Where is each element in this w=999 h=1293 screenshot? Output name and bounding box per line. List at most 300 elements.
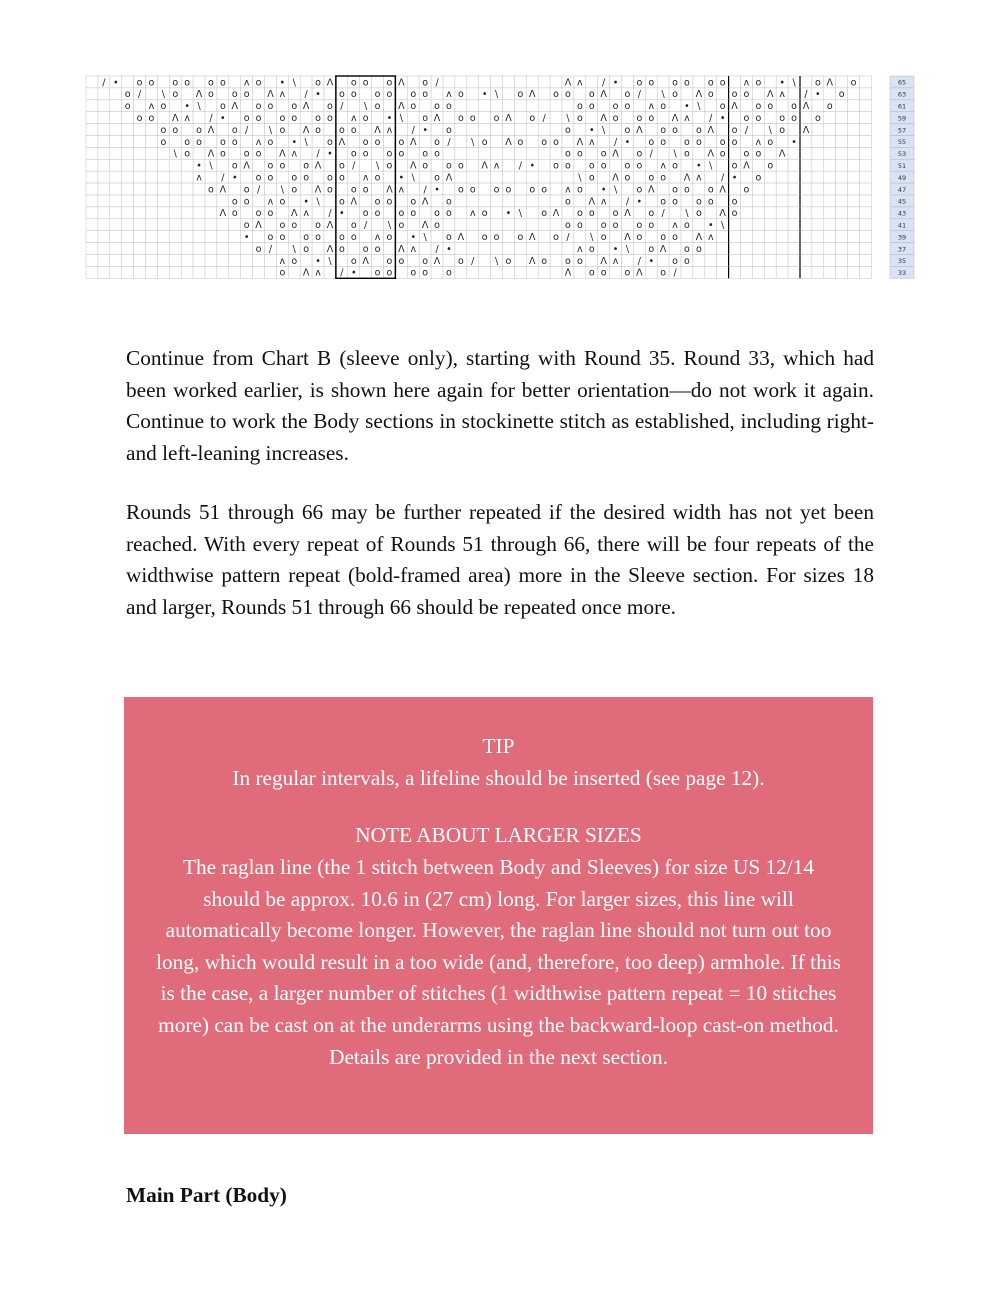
- chart-symbol: o: [172, 124, 179, 136]
- chart-cell: [122, 266, 134, 278]
- chart-symbol: ʌ: [350, 113, 357, 124]
- chart-cell: [586, 255, 598, 267]
- chart-symbol: •: [719, 113, 726, 124]
- chart-symbol: \: [685, 208, 689, 220]
- chart-cell: [526, 76, 538, 88]
- chart-cell: [776, 207, 788, 219]
- chart-symbol: \: [494, 255, 499, 267]
- chart-cell: [622, 112, 634, 124]
- chart-cell: [217, 255, 229, 267]
- chart-symbol: o: [743, 184, 750, 196]
- chart-cell: [681, 124, 693, 136]
- chart-symbol: \: [399, 113, 403, 124]
- chart-cell: [788, 207, 800, 219]
- chart-cell: [633, 243, 645, 255]
- chart-symbol: o: [410, 89, 417, 101]
- chart-symbol: o: [327, 136, 333, 148]
- chart-symbol: Λ: [600, 89, 607, 101]
- chart-cell: [776, 195, 788, 207]
- chart-symbol: •: [707, 220, 714, 232]
- chart-cell: [86, 147, 98, 159]
- chart-cell: [443, 219, 455, 231]
- chart-symbol: Λ: [707, 148, 714, 160]
- chart-symbol: o: [136, 113, 143, 124]
- chart-cell: [860, 266, 872, 278]
- chart-cell: [514, 76, 526, 88]
- chart-cell: [812, 147, 824, 159]
- chart-symbol: o: [505, 255, 512, 267]
- chart-cell: [538, 88, 550, 100]
- chart-cell: [752, 124, 764, 136]
- chart-cell: [169, 207, 181, 219]
- chart-symbol: •: [184, 101, 190, 113]
- chart-cell: [848, 171, 860, 183]
- chart-symbol: o: [743, 113, 750, 124]
- chart-symbol: •: [434, 184, 440, 196]
- chart-symbol: o: [719, 148, 726, 160]
- chart-symbol: \: [197, 101, 201, 113]
- chart-symbol: o: [755, 148, 762, 160]
- chart-symbol: o: [695, 124, 702, 136]
- chart-cell: [241, 255, 253, 267]
- chart-symbol: o: [327, 113, 333, 124]
- chart-symbol: /: [518, 160, 522, 172]
- chart-cell: [574, 231, 586, 243]
- chart-symbol: ʌ: [696, 172, 702, 184]
- chart-cell: [622, 219, 634, 231]
- chart-cell: [800, 255, 812, 267]
- chart-symbol: Λ: [302, 124, 310, 136]
- chart-symbol: o: [386, 160, 393, 172]
- chart-cell: [729, 255, 741, 267]
- chart-symbol: o: [517, 136, 524, 148]
- chart-cell: [336, 219, 348, 231]
- chart-cell: [110, 171, 122, 183]
- chart-symbol: o: [481, 208, 488, 220]
- chart-cell: [681, 266, 693, 278]
- chart-symbol: Λ: [743, 160, 750, 172]
- chart-symbol: o: [267, 160, 274, 172]
- chart-cell: [741, 136, 753, 148]
- chart-symbol: o: [600, 148, 607, 160]
- round-label: 51: [897, 162, 907, 170]
- chart-cell: [526, 171, 538, 183]
- chart-cell: [229, 112, 241, 124]
- chart-cell: [336, 112, 348, 124]
- chart-symbol: o: [565, 160, 571, 172]
- chart-symbol: o: [255, 77, 262, 89]
- round-label: 47: [897, 185, 907, 194]
- chart-symbol: ʌ: [600, 196, 607, 208]
- chart-cell: [479, 76, 491, 88]
- chart-symbol: o: [446, 160, 452, 172]
- chart-cell: [181, 171, 193, 183]
- chart-symbol: o: [291, 220, 298, 232]
- chart-symbol: \: [566, 113, 570, 124]
- chart-cell: [455, 124, 467, 136]
- chart-cell: [812, 159, 824, 171]
- chart-symbol: o: [148, 77, 155, 89]
- chart-symbol: o: [243, 196, 250, 208]
- chart-cell: [324, 159, 336, 171]
- chart-symbol: o: [755, 113, 762, 124]
- chart-symbol: ʌ: [243, 77, 250, 89]
- chart-cell: [146, 243, 158, 255]
- chart-symbol: o: [850, 77, 857, 89]
- chart-cell: [86, 88, 98, 100]
- chart-cell: [812, 243, 824, 255]
- chart-symbol: o: [338, 232, 345, 243]
- chart-cell: [598, 171, 610, 183]
- chart-cell: [110, 266, 122, 278]
- chart-cell: [788, 88, 800, 100]
- chart-cell: [610, 231, 622, 243]
- chart-cell: [824, 147, 836, 159]
- chart-symbol: o: [814, 113, 821, 124]
- chart-symbol: o: [398, 255, 405, 267]
- chart-symbol: ʌ: [255, 136, 262, 148]
- chart-cell: [431, 231, 443, 243]
- chart-cell: [122, 243, 134, 255]
- chart-symbol: /: [721, 172, 725, 184]
- chart-cell: [265, 76, 277, 88]
- chart-symbol: o: [541, 255, 548, 267]
- chart-symbol: o: [350, 232, 357, 243]
- chart-cell: [217, 88, 229, 100]
- chart-cell: [633, 100, 645, 112]
- chart-cell: [372, 183, 384, 195]
- chart-cell: [824, 255, 836, 267]
- chart-cell: [276, 171, 288, 183]
- chart-cell: [229, 255, 241, 267]
- chart-cell: [741, 100, 753, 112]
- chart-symbol: o: [541, 136, 548, 148]
- chart-cell: [134, 136, 146, 148]
- chart-symbol: Λ: [433, 255, 441, 267]
- chart-symbol: o: [446, 124, 452, 136]
- chart-cell: [848, 219, 860, 231]
- chart-symbol: o: [624, 124, 631, 136]
- chart-symbol: o: [695, 136, 702, 148]
- chart-cell: [550, 147, 562, 159]
- chart-cell: [824, 231, 836, 243]
- chart-cell: [193, 195, 205, 207]
- chart-cell: [455, 100, 467, 112]
- chart-symbol: o: [374, 172, 381, 184]
- chart-symbol: o: [196, 124, 202, 136]
- chart-symbol: o: [267, 136, 274, 148]
- chart-cell: [526, 195, 538, 207]
- chart-cell: [300, 147, 312, 159]
- chart-symbol: Λ: [207, 148, 215, 160]
- chart-symbol: o: [338, 243, 345, 255]
- chart-symbol: /: [637, 255, 641, 267]
- chart-cell: [741, 219, 753, 231]
- chart-cell: [693, 219, 705, 231]
- chart-symbol: o: [208, 184, 214, 196]
- chart-cell: [622, 147, 634, 159]
- chart-symbol: •: [481, 89, 488, 101]
- chart-cell: [98, 136, 110, 148]
- chart-symbol: Λ: [302, 101, 310, 113]
- chart-symbol: o: [660, 101, 667, 113]
- chart-cell: [729, 112, 741, 124]
- chart-cell: [800, 243, 812, 255]
- chart-cell: [514, 183, 526, 195]
- chart-symbol: ʌ: [743, 77, 750, 89]
- chart-symbol: o: [457, 184, 464, 196]
- chart-symbol: o: [636, 113, 643, 124]
- chart-cell: [98, 207, 110, 219]
- chart-symbol: \: [625, 243, 630, 255]
- chart-cell: [860, 243, 872, 255]
- chart-symbol: •: [779, 77, 785, 89]
- chart-cell: [836, 76, 848, 88]
- chart-cell: [836, 243, 848, 255]
- chart-symbol: o: [791, 113, 797, 124]
- chart-symbol: o: [422, 77, 429, 89]
- chart-cell: [491, 207, 503, 219]
- chart-cell: [503, 266, 515, 278]
- chart-symbol: /: [471, 255, 475, 267]
- chart-symbol: /: [340, 101, 344, 113]
- chart-symbol: Λ: [457, 232, 465, 243]
- chart-symbol: o: [672, 255, 678, 267]
- chart-symbol: o: [672, 232, 678, 243]
- chart-symbol: •: [327, 148, 333, 160]
- chart-cell: [372, 147, 384, 159]
- chart-symbol: o: [362, 243, 369, 255]
- instruction-paragraph-1: Continue from Chart B (sleeve only), starting with Round 35. Round 33, which had been worked earlier, is shown here again for better orientation—do not work it again. Continue to work the Body sections in stockinette stitch as established, including right- and left-leaning increases.: [126, 346, 874, 465]
- chart-cell: [241, 266, 253, 278]
- chart-cell: [503, 243, 515, 255]
- chart-symbol: o: [255, 101, 262, 113]
- chart-cell: [776, 159, 788, 171]
- round-label: 35: [897, 257, 907, 266]
- chart-symbol: o: [672, 184, 678, 196]
- chart-symbol: Λ: [826, 77, 833, 89]
- chart-symbol: •: [303, 196, 309, 208]
- chart-symbol: o: [660, 267, 667, 279]
- chart-cell: [360, 159, 372, 171]
- round-label: 59: [897, 114, 907, 123]
- chart-cell: [800, 231, 812, 243]
- chart-symbol: •: [529, 160, 536, 172]
- chart-symbol: o: [565, 255, 571, 267]
- chart-cell: [836, 171, 848, 183]
- chart-cell: [550, 100, 562, 112]
- chart-symbol: o: [636, 148, 643, 160]
- chart-cell: [193, 147, 205, 159]
- chart-cell: [467, 100, 479, 112]
- chart-cell: [836, 255, 848, 267]
- chart-symbol: o: [684, 77, 690, 89]
- chart-symbol: Λ: [410, 160, 417, 172]
- chart-symbol: Λ: [219, 184, 227, 196]
- chart-cell: [657, 255, 669, 267]
- chart-cell: [205, 136, 217, 148]
- chart-cell: [479, 124, 491, 136]
- chart-symbol: Λ: [172, 113, 179, 124]
- round-label: 37: [897, 245, 907, 254]
- chart-symbol: o: [672, 196, 678, 208]
- chart-cell: [848, 112, 860, 124]
- chart-cell: [395, 124, 407, 136]
- chart-symbol: •: [291, 136, 298, 148]
- chart-symbol: o: [243, 184, 250, 196]
- chart-cell: [788, 159, 800, 171]
- chart-cell: [431, 195, 443, 207]
- chart-cell: [431, 88, 443, 100]
- chart-symbol: Λ: [695, 232, 703, 243]
- chart-cell: [526, 124, 538, 136]
- chart-cell: [717, 266, 729, 278]
- chart-symbol: Λ: [219, 208, 227, 220]
- chart-symbol: o: [422, 113, 429, 124]
- chart-cell: [479, 171, 491, 183]
- chart-cell: [812, 171, 824, 183]
- chart-symbol: o: [636, 160, 643, 172]
- chart-cell: [752, 207, 764, 219]
- chart-symbol: o: [684, 148, 690, 160]
- chart-symbol: o: [219, 148, 226, 160]
- chart-cell: [848, 195, 860, 207]
- chart-cell: [253, 88, 265, 100]
- chart-cell: [836, 207, 848, 219]
- chart-symbol: o: [446, 196, 452, 208]
- chart-cell: [514, 147, 526, 159]
- chart-cell: [824, 159, 836, 171]
- chart-cell: [788, 195, 800, 207]
- chart-cell: [586, 183, 598, 195]
- chart-symbol: o: [267, 208, 274, 220]
- chart-cell: [550, 171, 562, 183]
- chart-symbol: /: [304, 89, 308, 101]
- chart-cell: [681, 159, 693, 171]
- chart-cell: [157, 171, 169, 183]
- chart-cell: [146, 231, 158, 243]
- chart-symbol: o: [291, 101, 298, 113]
- chart-cell: [657, 219, 669, 231]
- chart-symbol: o: [386, 267, 393, 279]
- chart-symbol: o: [434, 136, 440, 148]
- chart-symbol: Λ: [600, 255, 607, 267]
- chart-symbol: o: [291, 184, 298, 196]
- chart-symbol: Λ: [612, 148, 619, 160]
- chart-cell: [241, 207, 253, 219]
- chart-cell: [705, 136, 717, 148]
- chart-cell: [812, 231, 824, 243]
- chart-symbol: o: [315, 124, 321, 136]
- chart-cell: [241, 243, 253, 255]
- chart-cell: [752, 255, 764, 267]
- chart-symbol: o: [719, 77, 726, 89]
- chart-cell: [134, 147, 146, 159]
- chart-cell: [205, 171, 217, 183]
- chart-symbol: o: [576, 255, 583, 267]
- chart-cell: [181, 266, 193, 278]
- chart-cell: [741, 171, 753, 183]
- chart-symbol: ʌ: [755, 136, 762, 148]
- chart-cell: [717, 159, 729, 171]
- chart-symbol: Λ: [707, 124, 714, 136]
- chart-symbol: o: [350, 148, 357, 160]
- chart-symbol: o: [648, 243, 655, 255]
- chart-cell: [776, 231, 788, 243]
- note-text: The raglan line (the 1 stitch between Body and Sleeves) for size US 12/14 should be approx. 10.6 in (27 cm) long. For larger sizes, this line will automatically become longer. However, the raglan line should not turn out too long, which would result in a too wide (and, therefore, too deep) armhole. If this is the case, a larger number of stitches (1 widthwise pattern repeat = 10 stitches more) can be cast on at the underarms using the backward-loop cast-on method. Details are provided in the next section.: [156, 855, 841, 1069]
- chart-symbol: o: [255, 172, 262, 184]
- chart-symbol: o: [350, 220, 357, 232]
- chart-cell: [550, 243, 562, 255]
- chart-cell: [491, 243, 503, 255]
- chart-symbol: o: [208, 89, 214, 101]
- chart-symbol: ʌ: [493, 160, 500, 172]
- chart-cell: [372, 112, 384, 124]
- chart-symbol: o: [398, 136, 405, 148]
- chart-symbol: o: [457, 160, 464, 172]
- chart-symbol: o: [291, 255, 298, 267]
- chart-symbol: o: [719, 136, 726, 148]
- chart-cell: [146, 219, 158, 231]
- chart-symbol: \: [602, 124, 606, 136]
- chart-cell: [253, 231, 265, 243]
- chart-cell: [491, 266, 503, 278]
- chart-symbol: o: [124, 89, 131, 101]
- chart-cell: [86, 219, 98, 231]
- chart-cell: [526, 266, 538, 278]
- chart-cell: [157, 159, 169, 171]
- chart-cell: [265, 266, 277, 278]
- chart-cell: [776, 136, 788, 148]
- chart-cell: [146, 171, 158, 183]
- chart-symbol: •: [612, 77, 619, 89]
- chart-symbol: o: [303, 243, 310, 255]
- chart-symbol: Λ: [421, 196, 429, 208]
- chart-cell: [681, 195, 693, 207]
- chart-symbol: \: [316, 196, 320, 208]
- chart-symbol: \: [613, 184, 618, 196]
- chart-symbol: o: [553, 136, 559, 148]
- chart-symbol: o: [612, 113, 619, 124]
- chart-symbol: o: [600, 267, 607, 279]
- chart-cell: [455, 147, 467, 159]
- chart-cell: [181, 219, 193, 231]
- chart-symbol: o: [576, 220, 583, 232]
- chart-symbol: o: [648, 172, 655, 184]
- chart-cell: [574, 88, 586, 100]
- chart-cell: [836, 195, 848, 207]
- chart-cell: [752, 243, 764, 255]
- chart-symbol: ʌ: [446, 89, 452, 101]
- chart-cell: [300, 255, 312, 267]
- chart-cell: [98, 231, 110, 243]
- chart-symbol: /: [744, 124, 749, 136]
- chart-cell: [764, 243, 776, 255]
- chart-cell: [860, 112, 872, 124]
- chart-cell: [384, 207, 396, 219]
- chart-symbol: \: [328, 255, 332, 267]
- chart-cell: [848, 159, 860, 171]
- instruction-paragraph-2: Rounds 51 through 66 may be further repeated if the desired width has not yet been reached. With every repeat of Rounds 51 through 66, there will be four repeats of the widthwise pattern repeat (bold-framed area) more in the Sleeve section. For sizes 18 and larger, Rounds 51 through 66 should be repeated once more.: [126, 500, 874, 619]
- chart-symbol: o: [350, 124, 357, 136]
- chart-cell: [407, 147, 419, 159]
- chart-cell: [253, 255, 265, 267]
- chart-symbol: Λ: [529, 89, 536, 101]
- chart-cell: [265, 147, 277, 159]
- chart-symbol: /: [673, 267, 677, 279]
- chart-cell: [312, 243, 324, 255]
- chart-cell: [800, 207, 812, 219]
